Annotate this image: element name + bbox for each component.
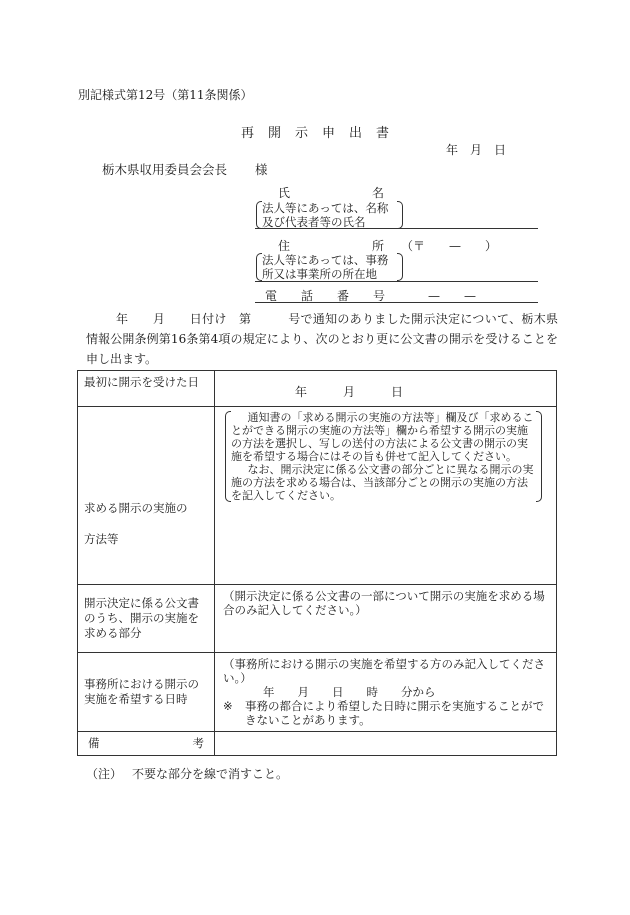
applicant-address-line[interactable] <box>255 281 538 282</box>
office-disclosure-note: （事務所における開示の実施を希望する方のみ記入してください。） <box>223 657 545 685</box>
first-disclosure-date-field[interactable] <box>215 371 557 407</box>
table-row <box>78 407 557 585</box>
request-body-text: 年 月 日付け 第 号で通知のありました開示決定について、栃木県情報公開条例第16条第4項の規定により、次のとおり更に公文書の開示を受けることを申し出ます。 <box>86 312 558 366</box>
remarks-field[interactable] <box>215 732 557 756</box>
addressee-suffix: 様 <box>255 162 268 177</box>
phone-value[interactable]: — — <box>428 289 477 303</box>
table-row <box>78 371 557 407</box>
applicant-address-label: 住 所 <box>278 239 384 253</box>
form-number-label: 別記様式第12号（第11条関係） <box>78 88 253 102</box>
applicant-name-label: 氏 名 <box>278 186 384 200</box>
requested-method-instructions: 通知書の「求める開示の実施の方法等」欄及び「求めることができる開示の実施の方法等」欄から希望する開示の実施の方法を選択し、写しの送付の方法による公文書の開示の実施を希望する場合にはその旨も併せて記入してください。 なお、開示決定に係る公文書の部分ごとに異なる開示の実施の方法を求める場合は、当該部分ごとの開示の実施の方法を記入してください。 <box>225 411 542 502</box>
office-disclosure-remark: ※ 事務の都合により希望した日時に開示を実施することができないことがあります。 <box>223 699 544 727</box>
remarks-label: 備 考 <box>78 732 215 756</box>
submission-date[interactable]: 年 月 日 <box>446 143 507 157</box>
office-disclosure-datetime-field[interactable] <box>215 653 557 732</box>
table-row <box>78 732 557 756</box>
phone-line[interactable] <box>255 302 538 303</box>
footnote: （注） 不要な部分を線で消すこと。 <box>86 767 289 781</box>
addressee-name: 栃木県収用委員会会長 <box>102 162 228 177</box>
requested-method-field[interactable] <box>215 407 557 585</box>
first-disclosure-date-label: 最初に開示を受けた日 <box>78 371 215 407</box>
phone-label: 電 話 番 号 <box>265 289 385 303</box>
office-disclosure-datetime-label: 事務所における開示の実施を希望する日時 <box>78 653 215 732</box>
postal-code[interactable]: （〒 — ） <box>401 239 498 253</box>
addressee <box>102 160 268 178</box>
applicant-name-line[interactable] <box>255 228 538 229</box>
form-title: 再開示申出書 <box>240 126 403 141</box>
request-table <box>77 370 557 756</box>
applicant-address-note: 法人等にあっては、事務 所又は事業所の所在地 <box>256 253 403 281</box>
office-disclosure-datetime: 年 月 日 時 分から <box>263 685 436 699</box>
applicant-name-note: 法人等にあっては、名称 及び代表者等の氏名 <box>256 201 403 229</box>
requested-part-label: 開示決定に係る公文書のうち、開示の実施を求める部分 <box>78 585 215 653</box>
requested-method-label: 求める開示の実施の 方法等 <box>78 407 215 585</box>
requested-part-field[interactable] <box>215 585 557 653</box>
table-row <box>78 653 557 732</box>
requested-part-note: （開示決定に係る公文書の一部について開示の実施を求める場合のみ記入してください。） <box>223 589 545 617</box>
table-row <box>78 585 557 653</box>
first-disclosure-date-value: 年 月 日 <box>295 385 404 399</box>
